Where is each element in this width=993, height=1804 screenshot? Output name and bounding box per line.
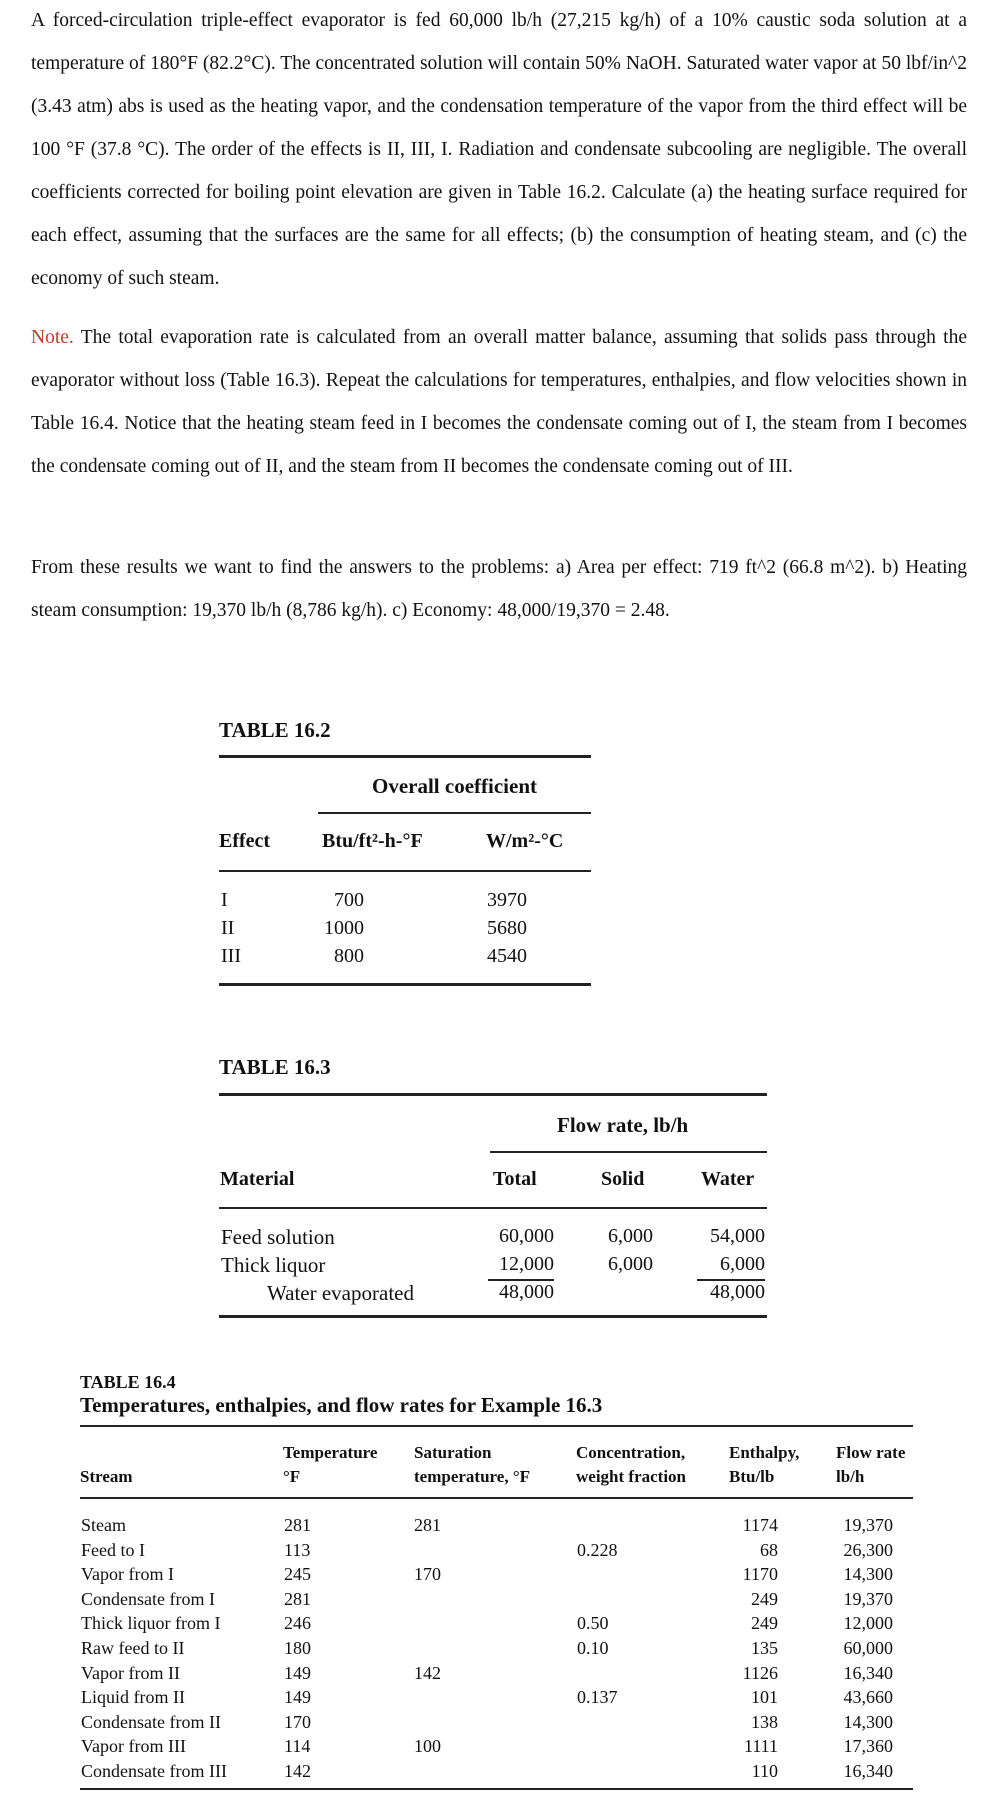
table-16-2-btu-value: 1000 xyxy=(324,917,364,939)
table-16-4-concentration xyxy=(577,1562,618,1587)
table-16-4-stream: Vapor from II xyxy=(81,1662,180,1683)
table-16-3-solid: 6,000 xyxy=(608,1253,653,1275)
table-16-4-stream: Steam xyxy=(81,1515,126,1535)
table-16-4-saturation xyxy=(414,1685,441,1710)
table-16-4-saturation-column xyxy=(414,1513,441,1784)
table-16-4-stream: Vapor from III xyxy=(81,1736,186,1757)
table-16-3-total: 12,000 xyxy=(499,1253,554,1275)
table-16-4-enthalpy: 249 xyxy=(751,1588,778,1609)
table-16-4-stream-column xyxy=(81,1513,227,1784)
table-16-4-stream: Condensate from III xyxy=(81,1760,227,1781)
table-16-3-total: 60,000 xyxy=(499,1225,554,1247)
table-16-4-saturation xyxy=(414,1710,441,1735)
table-rule xyxy=(219,1093,767,1096)
table-16-2-col-w: W/m²-°C xyxy=(486,830,564,852)
table-16-3-water: 54,000 xyxy=(710,1225,765,1247)
table-16-4-flow: 16,340 xyxy=(843,1662,893,1683)
table-16-2-title: TABLE 16.2 xyxy=(219,718,331,742)
table-16-4-concentration xyxy=(577,1759,618,1784)
table-16-4-saturation xyxy=(414,1636,441,1661)
table-16-4-temperature: 149 xyxy=(284,1662,311,1683)
table-16-4-flow: 17,360 xyxy=(843,1736,893,1757)
table-16-4-col-temperature: Temperature xyxy=(283,1443,378,1462)
note-text: The total evaporation rate is calculated from an overall matter balance, assuming that solids pass through the evaporator without loss (Table 16.3). Repeat the calculations for temperatures, enthalpies, and flow velocities shown in Table 16.4. Notice that the heating steam feed in I becomes the condensate coming out of I, the steam from I becomes the condensate coming out of II, and the steam from II becomes the condensate coming out of III. xyxy=(31,327,967,477)
table-16-4-enthalpy: 68 xyxy=(760,1539,778,1560)
table-16-4-col-concentration-unit: weight fraction xyxy=(576,1467,687,1486)
table-16-3-col-material: Material xyxy=(220,1168,295,1190)
table-16-4-saturation: 100 xyxy=(414,1736,441,1757)
table-16-3-col-total: Total xyxy=(493,1168,537,1190)
table-rule xyxy=(80,1425,913,1427)
table-rule xyxy=(219,1315,767,1318)
table-16-4-flow: 60,000 xyxy=(843,1637,893,1658)
table-16-4-stream: Liquid from II xyxy=(81,1687,185,1708)
problem-statement: A forced-circulation triple-effect evaporator is fed 60,000 lb/h (27,215 kg/h) of a 10% caustic soda solution at a temperature of 180°F (82.2°C). The concentrated solution will contain 50% NaOH. Saturated water vapor at 50 lbf/in^2 (3.43 atm) abs is used as the heating vapor, and the condensation temperature of the vapor from the third effect will be 100 °F (37.8 °C). The order of the effects is II, III, I. Radiation and condensate subcooling are negligible. The overall coefficients corrected for boiling point elevation are given in Table 16.2. Calculate (a) the heating surface required for each effect, assuming that the surfaces are the same for all effects; (b) the consumption of heating steam, and (c) the economy of such steam. xyxy=(31,10,967,289)
table-16-4-concentration xyxy=(577,1513,618,1538)
table-16-2-w-value: 3970 xyxy=(487,889,527,911)
table-16-4-enthalpy: 101 xyxy=(751,1687,778,1708)
table-16-4-concentration: 0.10 xyxy=(577,1637,609,1658)
table-16-2-effect: I xyxy=(221,889,228,911)
table-16-4-saturation xyxy=(414,1759,441,1784)
table-16-4-flow: 12,000 xyxy=(843,1613,893,1634)
table-16-4-enthalpy: 1111 xyxy=(744,1736,778,1757)
table-16-4-subtitle: Temperatures, enthalpies, and flow rates for Example 16.3 xyxy=(80,1393,603,1417)
table-16-4-temperature: 142 xyxy=(284,1760,311,1781)
table-16-4-title: TABLE 16.4 xyxy=(80,1372,176,1392)
table-rule xyxy=(80,1497,913,1499)
table-16-2-effect: II xyxy=(221,917,235,939)
table-16-4-temperature: 281 xyxy=(284,1588,311,1609)
table-16-3-material: Water evaporated xyxy=(267,1281,414,1305)
table-16-4-concentration xyxy=(577,1587,618,1612)
table-16-4-temperature: 281 xyxy=(284,1515,311,1535)
table-16-4-saturation: 170 xyxy=(414,1564,441,1585)
table-16-4-temperature: 180 xyxy=(284,1637,311,1658)
table-16-3-material: Feed solution xyxy=(221,1225,335,1249)
table-16-2-col-effect: Effect xyxy=(219,830,271,852)
note-label: Note. xyxy=(31,327,74,348)
table-16-3-water: 6,000 xyxy=(720,1253,765,1275)
table-16-3-water: 48,000 xyxy=(710,1281,765,1303)
table-16-4-stream: Raw feed to II xyxy=(81,1637,185,1658)
table-16-4-flow: 14,300 xyxy=(843,1564,893,1585)
table-rule xyxy=(219,983,591,986)
table-16-4-temperature: 149 xyxy=(284,1687,311,1708)
table-16-4-flow: 26,300 xyxy=(843,1539,893,1560)
table-16-4-flow: 14,300 xyxy=(843,1711,893,1732)
table-16-4-saturation: 142 xyxy=(414,1662,441,1683)
table-16-3-solid: 6,000 xyxy=(608,1225,653,1247)
table-16-4-saturation xyxy=(414,1587,441,1612)
table-16-4-col-temperature-unit: °F xyxy=(283,1467,301,1486)
table-16-4-temperature: 113 xyxy=(284,1539,311,1560)
table-16-4-stream: Condensate from II xyxy=(81,1711,221,1732)
table-16-4-stream: Feed to I xyxy=(81,1539,145,1560)
table-16-4-col-flow-unit: lb/h xyxy=(836,1467,865,1486)
table-16-4-concentration xyxy=(577,1734,618,1759)
table-16-2-w-value: 4540 xyxy=(487,945,527,967)
table-16-3-title: TABLE 16.3 xyxy=(219,1055,331,1079)
table-16-4-enthalpy: 135 xyxy=(751,1637,778,1658)
results-paragraph: From these results we want to find the answers to the problems: a) Area per effect: 719 ft^2 (66.8 m^2). b) Heating steam consumption: 19,370 lb/h (8,786 kg/h). c) Economy: 48,000/19,370 = 2.48. xyxy=(31,557,967,621)
table-16-4-col-flow: Flow rate xyxy=(836,1443,906,1462)
table-16-4-concentration: 0.228 xyxy=(577,1539,618,1560)
table-16-4-enthalpy: 1170 xyxy=(742,1564,778,1585)
table-16-4-stream: Thick liquor from I xyxy=(81,1613,221,1634)
table-16-3-total: 48,000 xyxy=(499,1281,554,1303)
table-16-4-col-stream: Stream xyxy=(80,1467,133,1486)
table-16-4-flow-column xyxy=(820,1513,893,1784)
table-16-4-temperature: 170 xyxy=(284,1711,311,1732)
note-paragraph xyxy=(31,316,967,488)
table-rule xyxy=(490,1151,767,1153)
table-16-4-enthalpy: 138 xyxy=(751,1711,778,1732)
table-16-4-concentration-column xyxy=(577,1513,618,1784)
table-16-3-material: Thick liquor xyxy=(221,1253,326,1277)
table-16-2-effect: III xyxy=(221,945,241,967)
table-16-4-col-saturation: Saturation xyxy=(414,1443,492,1462)
table-16-2-group-header: Overall coefficient xyxy=(372,774,538,798)
table-rule xyxy=(219,870,591,872)
table-16-4-concentration xyxy=(577,1661,618,1686)
table-16-4-concentration: 0.137 xyxy=(577,1687,618,1708)
table-16-4-col-enthalpy: Enthalpy, xyxy=(729,1443,800,1462)
table-16-4-enthalpy: 1126 xyxy=(742,1662,778,1683)
table-16-4-temperature: 114 xyxy=(284,1736,311,1757)
table-16-4-enthalpy-column xyxy=(720,1513,778,1784)
table-16-4-flow: 16,340 xyxy=(843,1760,893,1781)
table-16-3-col-solid: Solid xyxy=(601,1168,645,1190)
table-16-4-enthalpy: 1174 xyxy=(742,1515,778,1535)
table-16-4-col-concentration: Concentration, xyxy=(576,1443,686,1462)
table-16-4-flow: 19,370 xyxy=(843,1515,893,1535)
table-16-4-enthalpy: 249 xyxy=(751,1613,778,1634)
table-16-4-stream: Condensate from I xyxy=(81,1588,215,1609)
table-rule xyxy=(318,812,591,814)
table-16-4-temperature: 246 xyxy=(284,1613,311,1634)
table-rule xyxy=(80,1788,913,1790)
table-16-4-temperature-column xyxy=(284,1513,311,1784)
table-16-4-concentration xyxy=(577,1710,618,1735)
table-16-3-group-header: Flow rate, lb/h xyxy=(557,1113,689,1137)
table-16-2-w-value: 5680 xyxy=(487,917,527,939)
table-16-4-concentration: 0.50 xyxy=(577,1613,609,1634)
table-16-4-col-saturation-unit: temperature, °F xyxy=(414,1467,530,1486)
table-16-4-col-enthalpy-unit: Btu/lb xyxy=(729,1467,775,1486)
table-16-4-temperature: 245 xyxy=(284,1564,311,1585)
table-16-4-saturation: 281 xyxy=(414,1515,441,1535)
table-16-4-flow: 19,370 xyxy=(843,1588,893,1609)
table-rule xyxy=(219,755,591,758)
table-16-2-btu-value: 800 xyxy=(334,945,364,967)
table-16-3-col-water: Water xyxy=(701,1168,755,1190)
table-16-4-flow: 43,660 xyxy=(843,1687,893,1708)
table-16-4-saturation xyxy=(414,1538,441,1563)
table-rule xyxy=(219,1207,767,1209)
table-16-4-stream: Vapor from I xyxy=(81,1564,174,1585)
table-16-2-btu-value: 700 xyxy=(334,889,364,911)
table-16-4-enthalpy: 110 xyxy=(751,1760,778,1781)
table-16-4-saturation xyxy=(414,1611,441,1636)
table-16-2-col-btu: Btu/ft²-h-°F xyxy=(322,830,423,852)
